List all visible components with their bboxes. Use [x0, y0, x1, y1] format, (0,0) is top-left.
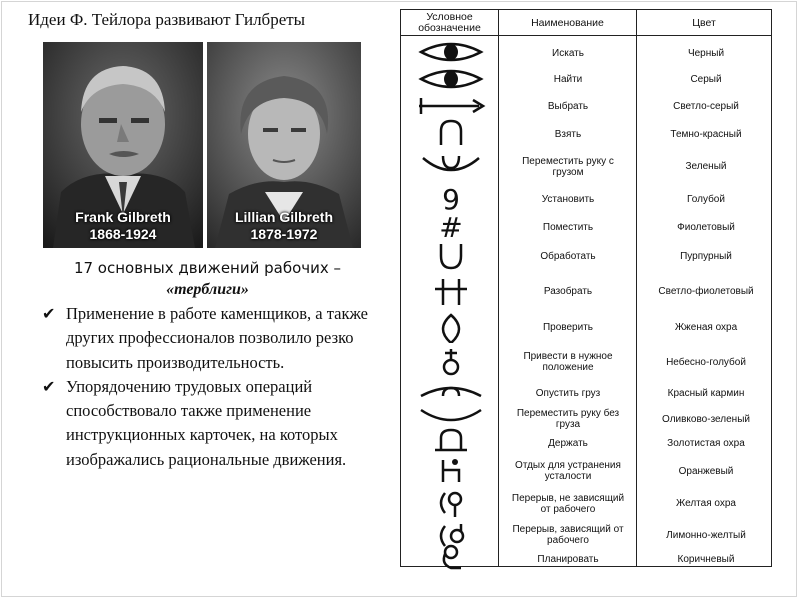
therblig-color: Зеленый	[685, 161, 727, 172]
therblig-name: Переместить руку без груза	[516, 408, 620, 430]
therblig-color: Коричневый	[677, 553, 735, 565]
therblig-name: Планировать	[537, 553, 599, 565]
cup-arc-icon	[415, 150, 487, 183]
therblig-name: Найти	[553, 74, 583, 85]
bullet-text: Упорядочению трудовых операций способствовало также применение инструкционных карточек, на которых изображались рациональные движения.	[66, 376, 347, 469]
person-years: 1868-1924	[89, 226, 157, 242]
therblig-color: Красный кармин	[667, 387, 745, 399]
table-row	[401, 66, 771, 93]
therblig-color: Пурпурный	[680, 251, 732, 262]
table-row	[401, 273, 771, 310]
checkmark-icon: ✔	[42, 376, 56, 396]
therblig-color: Лимонно-желтый	[666, 529, 746, 541]
photo-frank-gilbreth	[43, 42, 203, 248]
therblig-name: Проверить	[542, 322, 593, 333]
pin-ring-icon	[415, 346, 487, 378]
therblig-name: Установить	[541, 194, 595, 205]
therblig-color: Оранжевый	[678, 465, 734, 477]
bullet-item	[40, 302, 375, 375]
cup-down-icon	[415, 120, 487, 148]
subtitle-text: 17 основных движений рабочих –	[73, 259, 342, 277]
table-row	[401, 213, 771, 243]
photo-caption	[207, 209, 361, 243]
table-row	[401, 242, 771, 271]
table-row	[401, 551, 771, 567]
header-name: Наименование	[499, 10, 637, 36]
therblig-color: Фиолетовый	[677, 222, 735, 233]
therblig-name: Перерыв, зависящий от рабочего	[512, 524, 624, 546]
svg-text:9: 9	[442, 185, 460, 215]
therblig-name: Обработать	[540, 251, 596, 262]
person-years: 1878-1972	[250, 226, 318, 242]
therbligs-subtitle	[40, 258, 375, 300]
table-row	[401, 456, 771, 486]
cup-up-icon	[415, 242, 487, 271]
therblig-name: Привести в нужное положение	[523, 351, 613, 373]
therblig-table	[400, 9, 772, 567]
avoidable-delay-icon	[415, 488, 487, 519]
therblig-color: Золотистая охра	[667, 437, 745, 449]
eye-icon	[415, 66, 487, 93]
portrait-photos	[43, 42, 361, 248]
crossed-posts-icon	[415, 273, 487, 310]
person-name: Frank Gilbreth	[75, 209, 171, 225]
therblig-color: Светло-серый	[673, 101, 739, 112]
therblig-name: Поместить	[542, 222, 594, 233]
therblig-name: Разобрать	[543, 286, 593, 297]
table-row	[401, 431, 771, 455]
digit-nine-icon	[415, 185, 487, 214]
table-header	[401, 10, 771, 36]
bullet-item	[40, 375, 375, 472]
therblig-color: Темно-красный	[670, 128, 742, 140]
header-symbol: Условное обозначение	[401, 10, 499, 36]
therblig-name: Переместить руку с грузом	[522, 155, 614, 178]
bullet-text: Применение в работе каменщиков, а также других профессионалов позволило резко повысить производительность.	[66, 304, 368, 372]
plan-icon	[415, 551, 487, 567]
table-row	[401, 185, 771, 214]
therblig-name: Выбрать	[547, 101, 589, 112]
table-row	[401, 488, 771, 519]
rest-chair-icon	[415, 456, 487, 486]
table-row	[401, 93, 771, 120]
therblig-name: Отдых для устранения усталости	[515, 460, 621, 482]
checkmark-icon: ✔	[42, 304, 56, 323]
therblig-color: Жженая охра	[674, 322, 738, 333]
therblig-name: Опустить груз	[535, 387, 601, 399]
therblig-color: Серый	[690, 74, 722, 85]
therblig-color: Светло-фиолетовый	[658, 286, 754, 297]
svg-text:#: #	[439, 213, 463, 243]
table-row	[401, 380, 771, 406]
hash-icon	[415, 213, 487, 243]
header-color: Цвет	[692, 16, 716, 29]
therblig-color: Оливково-зеленый	[662, 413, 750, 425]
cup-down-open-icon	[415, 380, 487, 406]
table-row	[401, 346, 771, 378]
therblig-name: Перерыв, не зависящий от рабочего	[511, 492, 625, 515]
therblig-name: Взять	[554, 128, 582, 140]
table-row	[401, 40, 771, 66]
slide-title: Идеи Ф. Тейлора развивают Гилбреты	[28, 10, 306, 29]
table-row	[401, 120, 771, 148]
therblig-name: Держать	[548, 437, 588, 449]
therblig-color: Желтая охра	[676, 498, 736, 509]
table-row	[401, 150, 771, 183]
therblig-color: Черный	[687, 47, 725, 59]
magnet-icon	[415, 431, 487, 455]
person-name: Lillian Gilbreth	[234, 209, 333, 225]
photo-lillian-gilbreth	[207, 42, 361, 248]
bullet-list	[40, 302, 375, 472]
therblig-color: Небесно-голубой	[666, 356, 746, 368]
therblig-color: Голубой	[687, 194, 725, 205]
arrow-right-icon	[415, 93, 487, 120]
table-row	[401, 312, 771, 343]
photo-caption	[43, 209, 203, 243]
therblig-name: Искать	[552, 47, 584, 59]
lens-icon	[415, 312, 487, 343]
eye-icon	[415, 40, 487, 66]
subtitle-term: «терблиги»	[166, 281, 249, 298]
